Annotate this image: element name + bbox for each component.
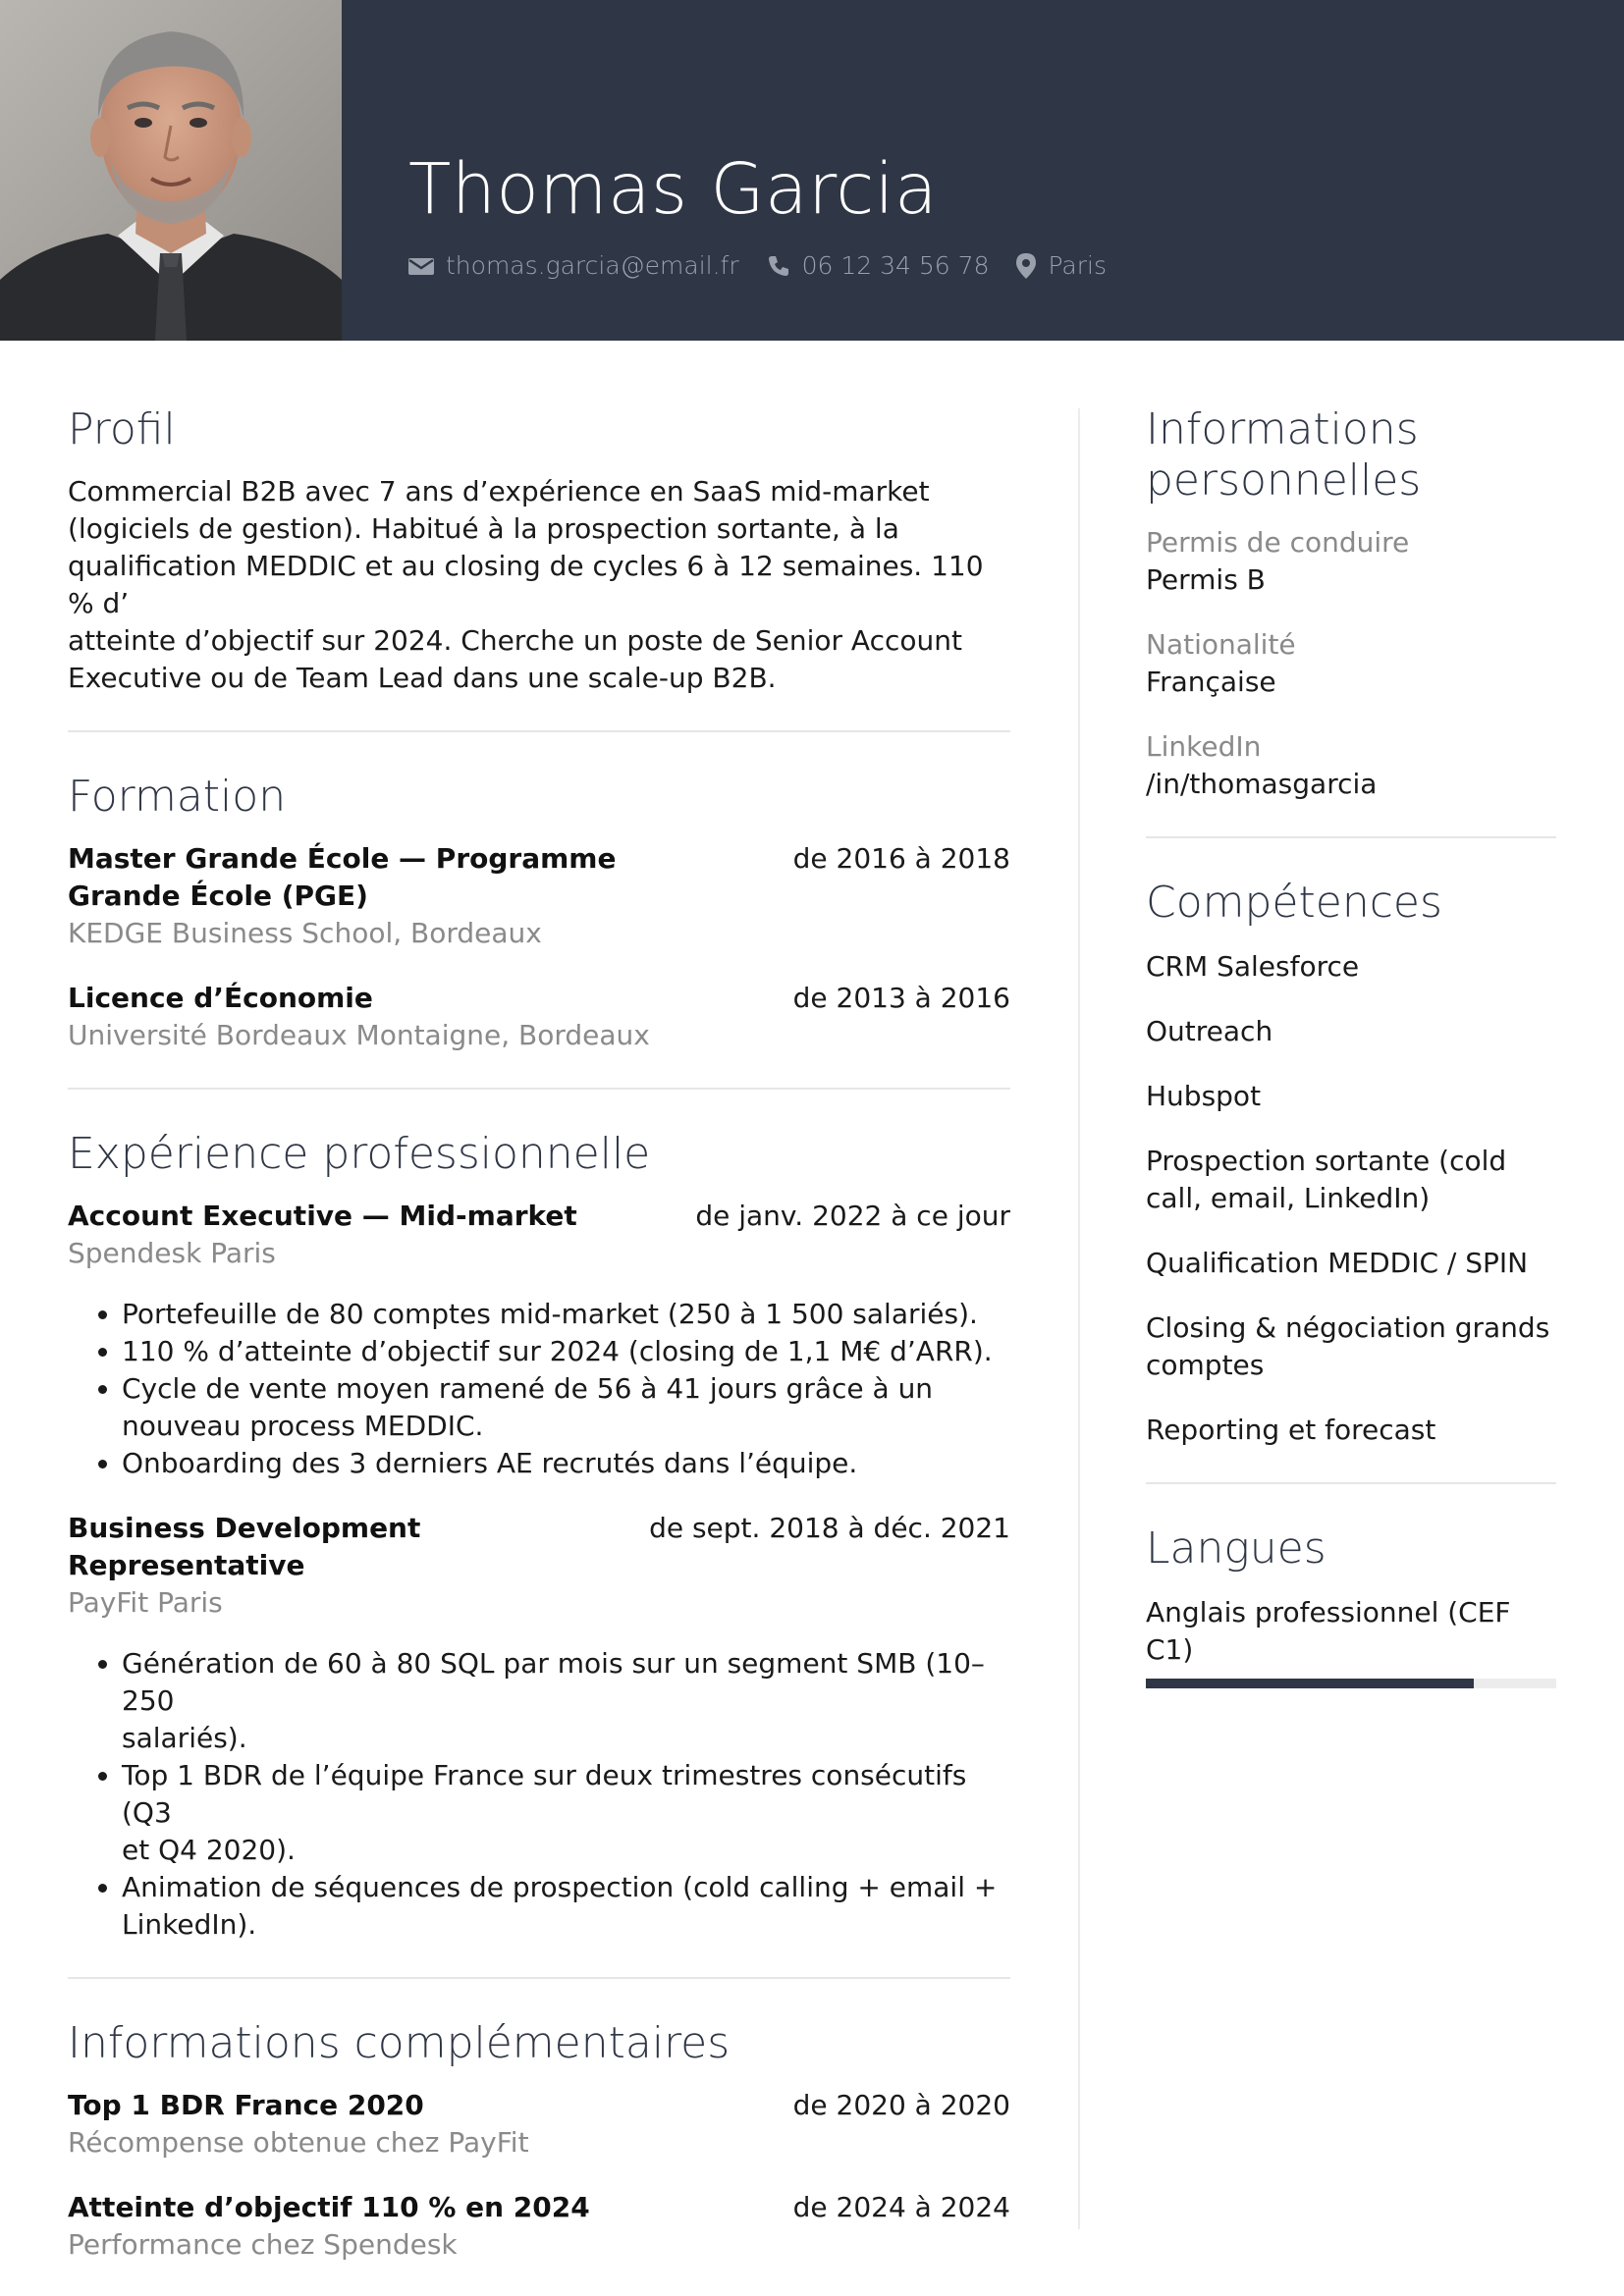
- bullet-item: • Animation de séquences de prospection (cold calling + email + LinkedIn).: [122, 1869, 1010, 1944]
- job-company: Spendesk Paris: [68, 1237, 276, 1269]
- complement-date: de 2024 à 2024: [792, 2191, 1010, 2223]
- job-bullets: [68, 1296, 1010, 1482]
- experience-entry: [68, 1510, 1010, 1944]
- section-title-skills: Compétences: [1146, 878, 1442, 928]
- complement-sub: Performance chez Spendesk: [68, 2228, 458, 2261]
- formation-entry: [68, 980, 1010, 1054]
- side-column: [1146, 404, 1556, 1688]
- complement-date: de 2020 à 2020: [792, 2089, 1010, 2121]
- formation-title-line: Master Grande École — Programme: [68, 842, 617, 875]
- skill-item: Prospection sortante (cold call, email, LinkedIn): [1146, 1145, 1507, 1214]
- skill-item: Outreach: [1146, 1015, 1273, 1047]
- complement-sub: Récompense obtenue chez PayFit: [68, 2126, 529, 2159]
- complement-title: Atteinte d’objectif 110 % en 2024: [68, 2191, 590, 2223]
- complement-title: Top 1 BDR France 2020: [68, 2089, 424, 2121]
- profil-line: qualification MEDDIC et au closing de cycles 6 à 12 semaines. 110 % d’: [68, 550, 984, 619]
- profile-photo: [0, 0, 342, 341]
- job-title: Business Development Representative: [68, 1512, 421, 1581]
- main-column: [68, 404, 1010, 2264]
- phone-text: 06 12 34 56 78: [801, 251, 990, 280]
- formation-title-line: Grande École (PGE): [68, 880, 368, 912]
- column-divider: [1078, 408, 1080, 2229]
- email-text: thomas.garcia@email.fr: [446, 251, 739, 280]
- phone-icon: [767, 254, 790, 278]
- bullet-item: • Top 1 BDR de l’équipe France sur deux trimestres consécutifs (Q3 et Q4 2020).: [122, 1757, 1010, 1869]
- personal-field: [1146, 626, 1556, 701]
- bullet-item: • Génération de 60 à 80 SQL par mois sur un segment SMB (10–250 salariés).: [122, 1645, 1010, 1757]
- skill-item: Closing & négociation grands comptes: [1146, 1311, 1550, 1381]
- bullet-item: • Cycle de vente moyen ramené de 56 à 41 jours grâce à un nouveau process MEDDIC.: [122, 1370, 1010, 1445]
- job-title: Account Executive — Mid-market: [68, 1200, 577, 1232]
- formation-school: Université Bordeaux Montaigne, Bordeaux: [68, 1019, 650, 1051]
- formation-entry: [68, 840, 1010, 952]
- envelope-icon: [408, 256, 434, 276]
- field-value: Permis B: [1146, 563, 1266, 596]
- profil-line: Commercial B2B avec 7 ans d’expérience en SaaS mid-market: [68, 475, 930, 507]
- section-title-languages: Langues: [1146, 1523, 1326, 1574]
- skill-item: Reporting et forecast: [1146, 1414, 1436, 1446]
- location-text: Paris: [1048, 251, 1108, 280]
- section-title-profil: Profil: [68, 404, 176, 454]
- field-value: Française: [1146, 666, 1276, 698]
- profil-line: Executive ou de Team Lead dans une scale-up B2B.: [68, 662, 777, 694]
- formation-date: de 2016 à 2018: [792, 842, 1010, 875]
- section-title-complements: Informations complémentaires: [68, 2018, 731, 2068]
- personal-field: [1146, 728, 1556, 803]
- field-label: Nationalité: [1146, 628, 1296, 661]
- language-level-fill: [1146, 1679, 1474, 1688]
- complement-entry: [68, 2087, 1010, 2162]
- candidate-name: Thomas Garcia: [408, 148, 938, 230]
- contact-location: [1016, 251, 1107, 280]
- linkedin-link[interactable]: /in/thomasgarcia: [1146, 768, 1378, 800]
- map-pin-icon: [1016, 253, 1036, 279]
- section-title-experience: Expérience professionnelle: [68, 1129, 651, 1179]
- field-label: Permis de conduire: [1146, 526, 1410, 559]
- section-title-personal: Informations personnelles: [1146, 404, 1422, 506]
- skill-item: Hubspot: [1146, 1080, 1262, 1112]
- contact-email[interactable]: [408, 251, 739, 280]
- skill-item: Qualification MEDDIC / SPIN: [1146, 1247, 1529, 1279]
- bullet-item: • Onboarding des 3 derniers AE recrutés dans l’équipe.: [122, 1445, 1010, 1482]
- job-date: de sept. 2018 à déc. 2021: [649, 1512, 1010, 1544]
- experience-entry: [68, 1198, 1010, 1482]
- profil-line: (logiciels de gestion). Habitué à la prospection sortante, à la: [68, 512, 899, 545]
- contact-phone[interactable]: [767, 251, 990, 280]
- job-date: de janv. 2022 à ce jour: [695, 1200, 1010, 1232]
- language-level-bar: [1146, 1679, 1556, 1688]
- bullet-item: • Portefeuille de 80 comptes mid-market (250 à 1 500 salariés).: [122, 1296, 1010, 1333]
- formation-title-line: Licence d’Économie: [68, 982, 373, 1014]
- job-bullets: [68, 1645, 1010, 1944]
- bullet-item: • 110 % d’atteinte d’objectif sur 2024 (closing de 1,1 M€ d’ARR).: [122, 1333, 1010, 1370]
- profil-line: atteinte d’objectif sur 2024. Cherche un poste de Senior Account: [68, 624, 962, 657]
- job-company: PayFit Paris: [68, 1586, 223, 1619]
- formation-school: KEDGE Business School, Bordeaux: [68, 917, 542, 949]
- complement-entry: [68, 2189, 1010, 2264]
- section-title-formation: Formation: [68, 772, 287, 822]
- skill-item: CRM Salesforce: [1146, 950, 1360, 983]
- formation-date: de 2013 à 2016: [792, 982, 1010, 1014]
- personal-field: [1146, 524, 1556, 599]
- contact-bar: [408, 251, 1134, 280]
- header-banner: [0, 0, 1624, 341]
- field-label: LinkedIn: [1146, 730, 1262, 763]
- profil-text: [68, 473, 1010, 697]
- language-name: Anglais professionnel (CEF C1): [1146, 1596, 1511, 1666]
